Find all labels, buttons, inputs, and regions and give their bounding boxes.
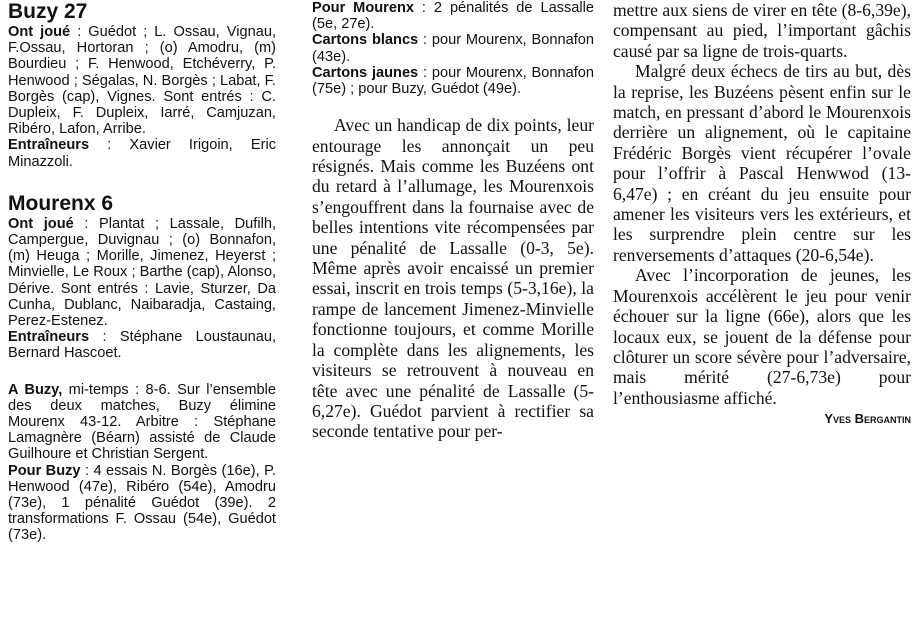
- mourenx-coaches: [8, 329, 276, 361]
- mourenx-lineup-text: : Plantat ; Lassale, Dufilh, Campergue, Duvignau ; (o) Bonnafon, (m) Heuga ; Morille, Jimenez, Heyerst ; Minvielle, Le Roux ; Barthe (cap), Alonso, Dérive. Sont entrés : Lavie, Sturzer, Da Cunha, Dublanc, Naibaradja, Castaing, Perez-Estenez.: [8, 215, 276, 330]
- cartons-blancs: [312, 32, 594, 64]
- cartons-jaunes-text: : pour Mourenx, Bonnafon (75e) ; pour Buzy, Guédot (49e).: [312, 64, 594, 98]
- pour-buzy-label: Pour Buzy: [8, 462, 81, 479]
- author-signature: Yves Bergantin: [824, 411, 911, 427]
- mourenx-coaches-text: : Stéphane Loustaunau, Bernard Hascoet.: [8, 329, 276, 362]
- buzy-coaches-label: Entraîneurs: [8, 137, 90, 154]
- column-1: [8, 0, 276, 544]
- cartons-jaunes: [312, 65, 594, 97]
- column-3: [613, 0, 911, 426]
- article-paragraph-1-continued: mettre aux siens de virer en tête (8-6,39e), compensant au pied, l’important gâchis causé par sa ligne de trois-quarts.: [613, 0, 911, 61]
- mourenx-coaches-label: Entraîneurs: [8, 329, 90, 346]
- buzy-coaches-text: : Xavier Irigoin, Eric Minazzoli.: [8, 137, 276, 170]
- article-paragraph-2: Malgré deux échecs de tirs au but, dès la reprise, les Buzéens pèsent enfin sur le match, en pressant d’abord le Mourenxois derrière un alignement, où le capitaine Frédéric Borgès vient récupérer l’ovale pour l’offrir à Pascal Henwwod (13-6,47e) ; en créant du jeu ensuite pour amener les visiteurs vers les extérieurs, et les surprendre plein centre sur les renversements d’attaques (20-6,54e).: [613, 61, 911, 265]
- match-summary: [8, 382, 276, 463]
- cartons-jaunes-label: Cartons jaunes: [312, 64, 419, 81]
- mourenx-lineup-label: Ont joué: [8, 215, 74, 232]
- pour-buzy: [8, 463, 276, 544]
- team-title-buzy: Buzy 27: [8, 0, 88, 23]
- article-paragraph-3: Avec l’incorporation de jeunes, les Mourenxois accélèrent le jeu pour venir échouer sur la ligne (66e), alors que les locaux eux, se jouent de la défense pour clôturer un score sévère pour l’adversaire, mais mérité (27-6,73e) pour l’enthousiasme affiché.: [613, 265, 911, 408]
- cartons-blancs-text: : pour Mourenx, Bonnafon (43e).: [312, 32, 594, 65]
- buzy-lineup: [8, 24, 276, 137]
- match-summary-text: mi-temps : 8-6. Sur l’ensemble des deux matches, Buzy élimine Mourenx 43-12. Arbitre : Stéphane Lamagnère (Béarn) assisté de Claude Guilhoure et Christian Sergent.: [8, 381, 276, 463]
- team-title-mourenx: Mourenx 6: [8, 191, 114, 215]
- buzy-coaches: [8, 137, 276, 169]
- pour-buzy-text: : 4 essais N. Borgès (16e), P. Henwood (47e), Ribéro (54e), Amodru (73e), 1 pénalité Guédot (39e). 2 transformations F. Ossau (54e), Guédot (73e).: [8, 462, 276, 544]
- cartons-blancs-label: Cartons blancs: [312, 32, 419, 49]
- buzy-lineup-text: : Guédot ; L. Ossau, Vignau, F.Ossau, Hortoran ; (o) Amodru, (m) Bourdieu ; F. Henwood, Etchéverry, P. Henwood ; Ségalas, N. Borgès ; Labat, F. Borgès (cap), Vignes. Sont entrés : C. Dupleix, F. Dupleix, Iarré, Camjuzan, Ribéro, Lafon, Arribe.: [8, 24, 276, 138]
- article-paragraph-1: Avec un handicap de dix points, leur entourage les annonçait un peu résignés. Mais comme les Buzéens ont du retard à l’allumage, les Mourenxois s’engouffrent dans la fournaise avec de belles intentions vite récompensées par une pénalité de Lassalle (0-3, 5e). Même après avoir encaissé un premier essai, inscrit en trois temps (5-3,16e), la rampe de lancement Jimenez-Minvielle fonctionne toujours, et comme Morille la complète dans les alignements, les visiteurs se retrouvent à nouveau en tête avec une pénalité de Lassalle (5-6,27e). Guédot parvient à rectifier sa seconde tentative pour per-: [312, 115, 594, 442]
- mourenx-lineup: [8, 216, 276, 329]
- pour-mourenx: [312, 0, 594, 32]
- pour-mourenx-text: : 2 pénalités de Lassalle (5e, 27e).: [312, 0, 594, 33]
- column-2: [312, 0, 594, 442]
- match-venue-label: A Buzy,: [8, 381, 63, 398]
- pour-mourenx-label: Pour Mourenx: [312, 0, 414, 16]
- buzy-lineup-label: Ont joué: [8, 24, 71, 40]
